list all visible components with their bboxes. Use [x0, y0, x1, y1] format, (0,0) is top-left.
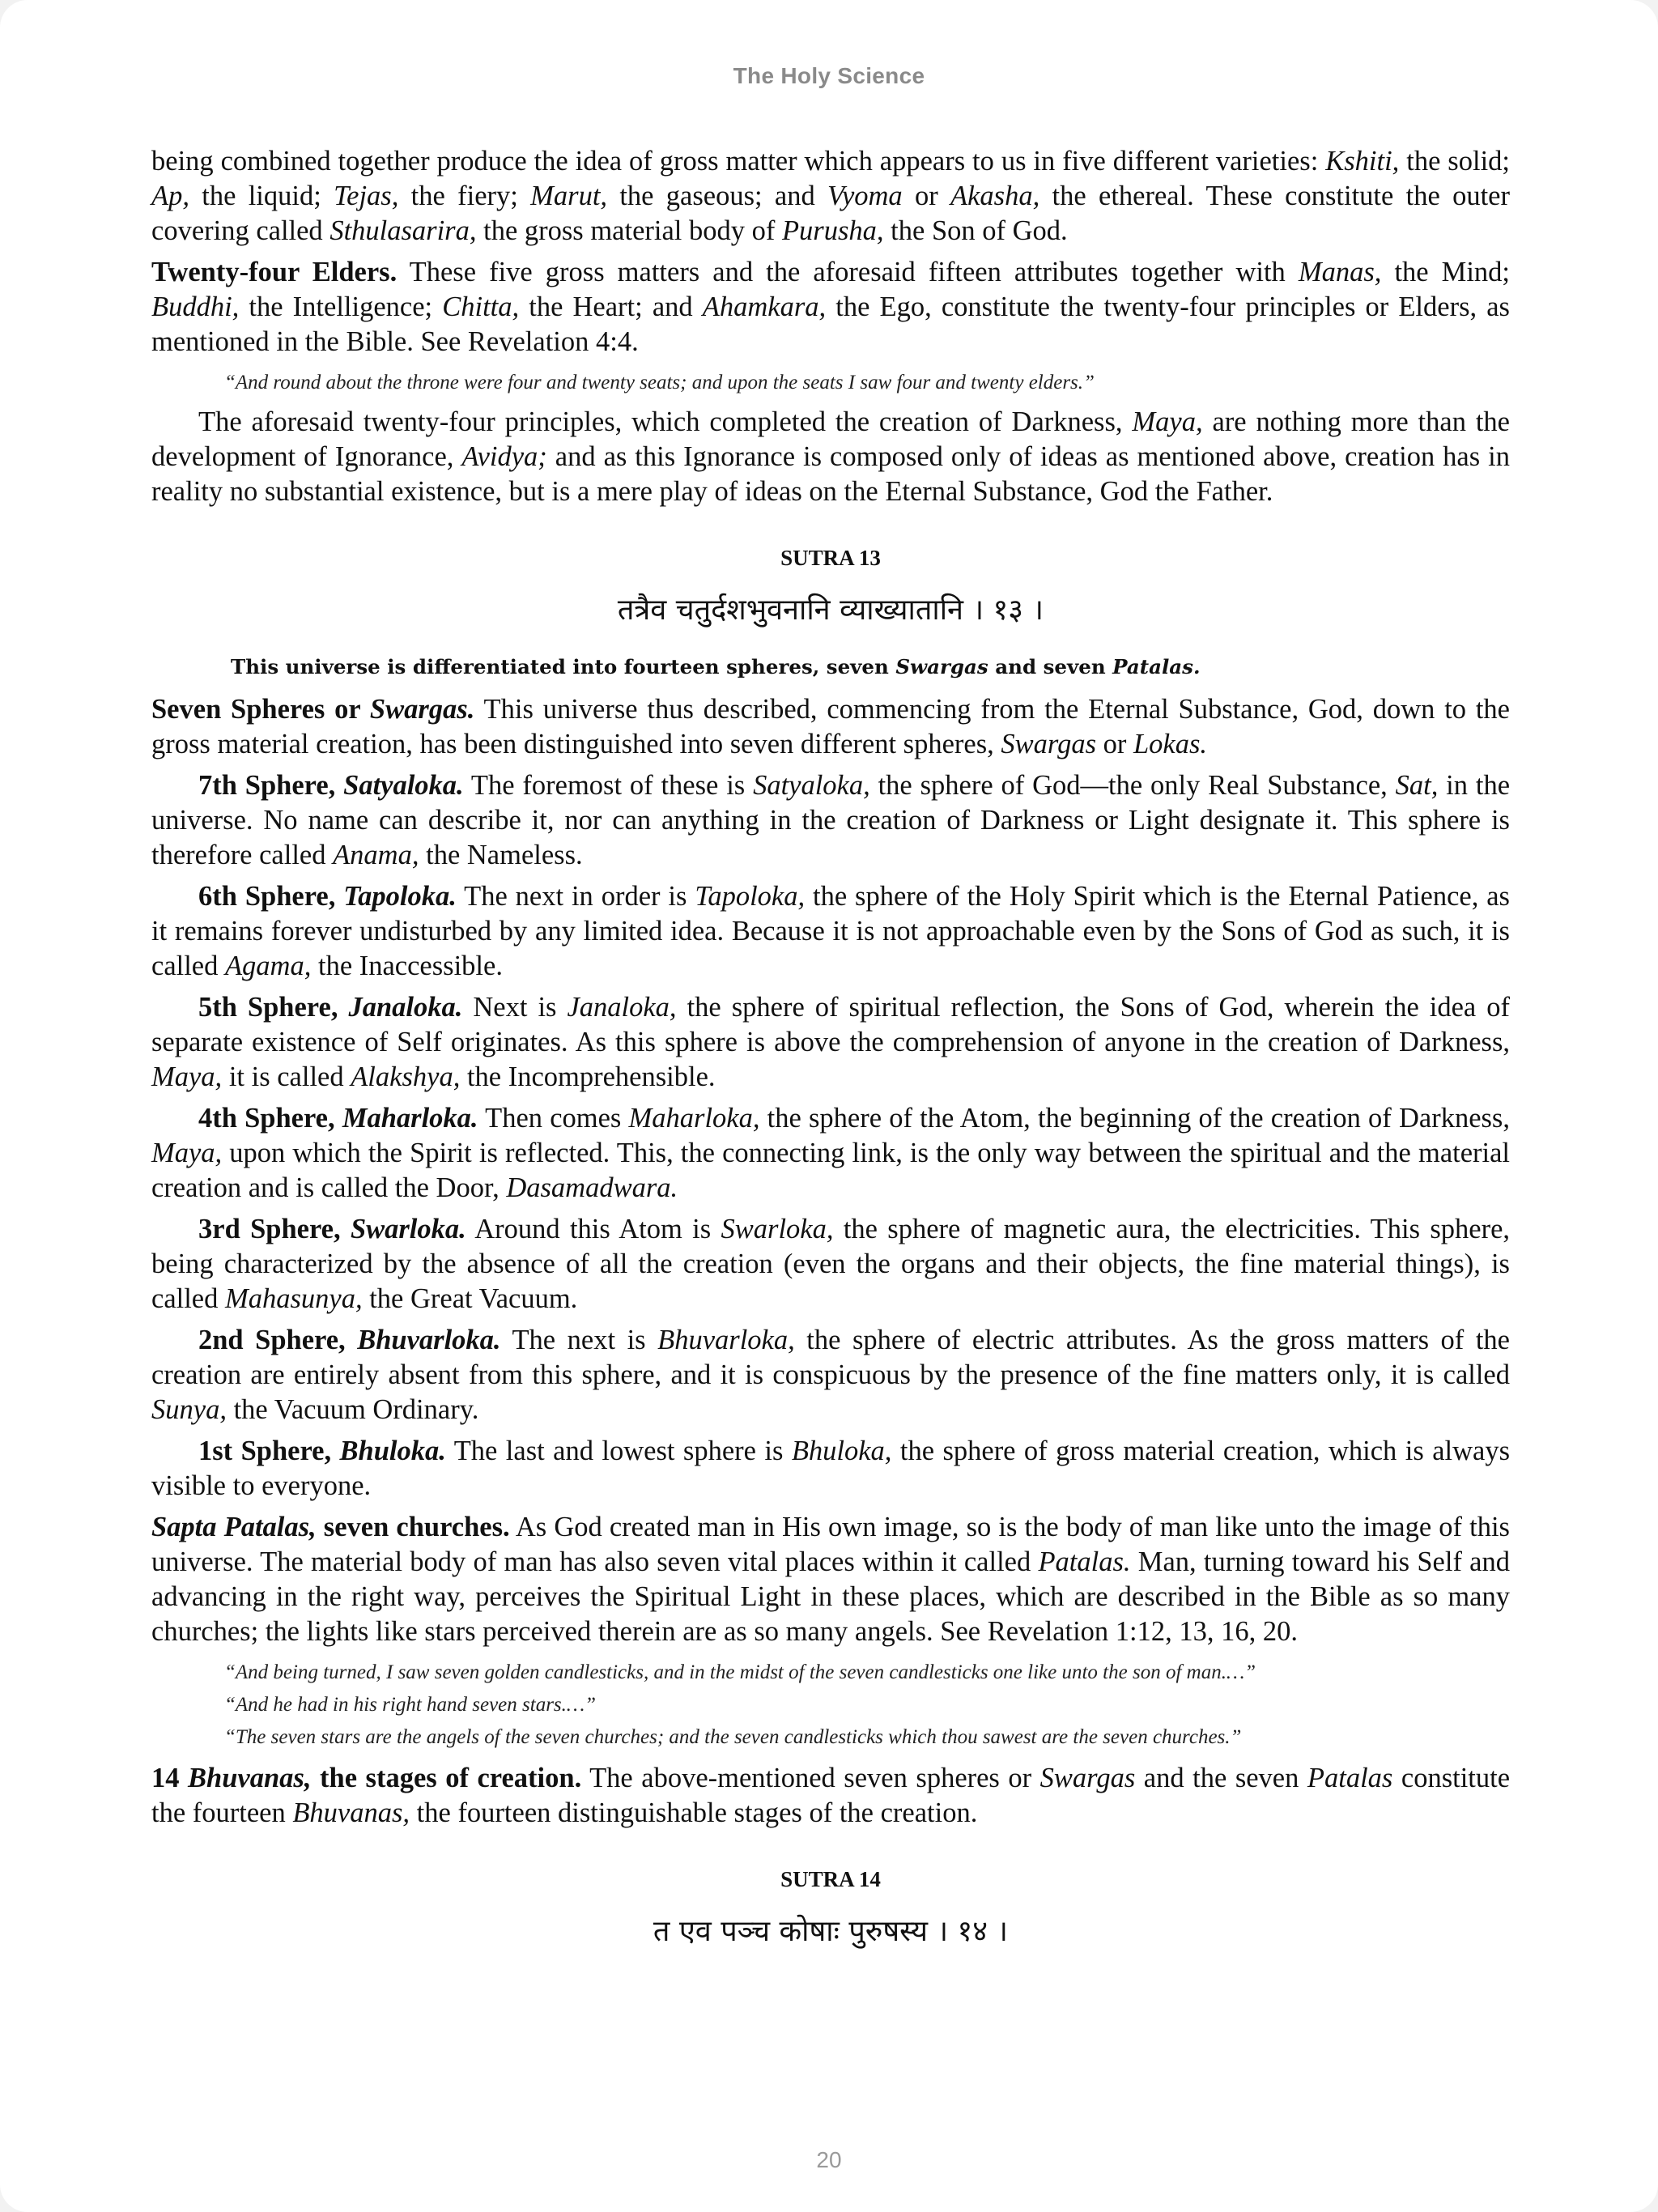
text-run: Bhuloka,: [791, 1436, 892, 1466]
bible-quote: “And he had in his right hand seven stars.…”: [224, 1694, 597, 1716]
text-run: Swargas: [1039, 1763, 1136, 1793]
text-run: Maharloka.: [342, 1103, 478, 1134]
text-run: The next in order is: [456, 881, 695, 912]
running-head: The Holy Science: [733, 63, 925, 88]
text-run: 7th Sphere,: [198, 770, 344, 801]
text-run: Tapoloka,: [695, 881, 806, 912]
bible-quote: “The seven stars are the angels of the seven churches; and the seven candlesticks which thou sawest are the seven churches.”: [224, 1726, 1242, 1748]
sutra-13-title: SUTRA 13: [780, 546, 881, 570]
text-run: Buddhi,: [151, 291, 240, 322]
text-run: Purusha,: [781, 215, 884, 246]
text-run: 3rd Sphere,: [198, 1214, 351, 1244]
sutra-14-sanskrit: त एव पञ्च कोषाः पुरुषस्य । १४ ।: [653, 1915, 1009, 1948]
text-run: The last and lowest sphere is: [445, 1436, 792, 1466]
paragraph-fourteen-bhuvanas: [151, 1761, 1510, 1831]
text-run: the Vacuum Ordinary.: [226, 1394, 479, 1425]
text-run: Swarloka,: [721, 1214, 834, 1244]
text-run: 14: [151, 1763, 189, 1793]
paragraph-bhuloka: [151, 1434, 1510, 1504]
text-run: the solid;: [1399, 146, 1510, 177]
text-run: The above-mentioned seven spheres or: [581, 1763, 1040, 1793]
text-run: Satyaloka.: [343, 770, 464, 801]
text-run: Sthulasarira,: [329, 215, 477, 246]
text-run: Sapta Patalas,: [151, 1512, 317, 1542]
paragraph-bhuvarloka: [151, 1323, 1510, 1427]
bible-quote: “And being turned, I saw seven golden candlesticks, and in the midst of the seven candlesticks one like unto the son of man.…”: [224, 1661, 1256, 1683]
text-run: the gaseous; and: [607, 181, 828, 211]
text-run: Next is: [462, 992, 568, 1023]
paragraph-tapoloka: [151, 879, 1510, 984]
text-run: Marut,: [530, 181, 608, 211]
sutra-13-sanskrit: तत्रैव चतुर्दशभुवनानि व्याख्यातानि । १३ ।: [617, 593, 1044, 627]
text-run: These five gross matters and the aforesaid fifteen attributes together with: [397, 257, 1299, 287]
text-run: Janaloka.: [348, 992, 463, 1023]
text-run: Maya,: [151, 1138, 223, 1168]
text-run: it is called: [222, 1061, 351, 1092]
text-run: the ethereal. These constitute the outer covering called: [151, 181, 1510, 246]
text-run: Swargas: [1001, 729, 1096, 759]
text-run: Manas,: [1298, 257, 1382, 287]
text-run: Seven Spheres or: [151, 694, 370, 725]
text-run: and seven: [988, 655, 1113, 678]
text-run: Anama,: [333, 840, 419, 870]
text-run: are nothing more than the development of Ignorance,: [151, 406, 1510, 472]
paragraph-swarloka: [151, 1212, 1510, 1317]
paragraph-twenty-four-principles: [151, 405, 1510, 509]
text-run: or: [902, 181, 951, 211]
paragraph-seven-spheres: [151, 692, 1510, 762]
text-run: Kshiti,: [1325, 146, 1400, 177]
text-run: the sphere of the Atom, the beginning of the creation of Darkness,: [759, 1103, 1510, 1134]
text-run: Dasamadwara.: [506, 1172, 678, 1203]
text-run: or: [1096, 729, 1133, 759]
page-number: 20: [816, 2147, 842, 2172]
text-run: the Great Vacuum.: [362, 1283, 578, 1314]
text-run: the gross material body of: [476, 215, 782, 246]
text-run: Around this Atom is: [466, 1214, 721, 1244]
text-run: the stages of creation.: [311, 1763, 582, 1793]
sutra-13-summary: [151, 653, 1510, 681]
text-run: Vyoma: [827, 181, 903, 211]
text-run: Maya,: [151, 1061, 223, 1092]
text-run: and as this Ignorance is composed only of ideas as mentioned above, creation has in reality no substantial existence, but is a mere play of ideas on the Eternal Substance, God the Father.: [151, 441, 1510, 507]
text-run: Avidya;: [461, 441, 547, 472]
text-run: the sphere of magnetic aura, the electricities. This sphere, being characterized by the absence of all the creation (even the organs and their objects, the fine material things), is called: [151, 1214, 1511, 1314]
text-run: 2nd Sphere,: [198, 1325, 358, 1355]
text-run: Maya,: [1132, 406, 1203, 437]
text-run: Bhuvanas,: [292, 1797, 410, 1828]
text-run: The foremost of these is: [463, 770, 754, 801]
text-run: the Intelligence;: [239, 291, 443, 322]
text-run: Mahasunya,: [224, 1283, 363, 1314]
text-run: the fourteen distinguishable stages of the creation.: [410, 1797, 978, 1828]
text-run: Patalas.: [1038, 1546, 1131, 1577]
paragraph-janaloka: [151, 990, 1510, 1095]
text-run: Swargas: [895, 655, 988, 678]
text-run: Bhuvanas,: [188, 1763, 312, 1793]
text-run: the fiery;: [398, 181, 531, 211]
text-run: constitute the fourteen: [151, 1763, 1511, 1828]
text-run: in the universe. No name can describe it, nor can anything in the creation of Darkness or Light designate it. This sphere is therefore called: [151, 770, 1511, 870]
text-run: the Ego, constitute the twenty-four principles or Elders, as mentioned in the Bible. See Revelation 4:4.: [151, 291, 1510, 357]
text-run: 4th Sphere,: [198, 1103, 342, 1134]
text-run: Alakshya,: [351, 1061, 461, 1092]
text-run: Chitta,: [442, 291, 520, 322]
text-run: Sat,: [1395, 770, 1439, 801]
text-run: The aforesaid twenty-four principles, which completed the creation of Darkness,: [198, 406, 1133, 437]
text-run: the sphere of spiritual reflection, the Sons of God, wherein the idea of separate existence of Self originates. As this sphere is above the comprehension of anyone in the creation of Darkness,: [151, 992, 1510, 1057]
text-run: Ap,: [151, 181, 189, 211]
text-run: 6th Sphere,: [198, 881, 344, 912]
text-run: Janaloka,: [567, 992, 677, 1023]
paragraph-gross-matter: [151, 144, 1510, 249]
text-run: Bhuvarloka,: [657, 1325, 795, 1355]
text-run: the Heart; and: [519, 291, 703, 322]
page-body: [151, 144, 1510, 1952]
text-run: the sphere of gross material creation, which is always visible to everyone.: [151, 1436, 1510, 1501]
text-run: The next is: [500, 1325, 658, 1355]
paragraph-sapta-patalas: [151, 1510, 1510, 1649]
text-run: the sphere of electric attributes. As the gross matters of the creation are entirely absent from this sphere, and it is conspicuous by the presence of the fine matters only, it is called: [151, 1325, 1510, 1390]
text-run: the Nameless.: [419, 840, 583, 870]
text-run: the liquid;: [189, 181, 334, 211]
text-run: Swargas.: [369, 694, 475, 725]
text-run: 5th Sphere,: [198, 992, 349, 1023]
text-run: Lokas.: [1133, 729, 1208, 759]
text-run: Agama,: [224, 951, 312, 981]
text-run: This universe is differentiated into fourteen spheres, seven: [231, 655, 896, 678]
text-run: Ahamkara,: [702, 291, 827, 322]
text-run: being combined together produce the idea of gross matter which appears to us in five different varieties:: [151, 146, 1326, 177]
text-run: Maharloka,: [628, 1103, 760, 1134]
text-run: Man, turning toward his Self and advancing in the right way, perceives the Spiritual Light in these places, which are described in the Bible as so many churches; the lights like stars perceived therein are as so many angels. See Revelation 1:12, 13, 16, 20.: [151, 1546, 1510, 1647]
text-run: the Incomprehensible.: [460, 1061, 716, 1092]
text-run: Patalas.: [1112, 655, 1201, 678]
paragraph-maharloka: [151, 1101, 1510, 1206]
text-run: As God created man in His own image, so is the body of man like unto the image of this universe. The material body of man has also seven vital places within it called: [151, 1512, 1510, 1577]
text-run: This universe thus described, commencing from the Eternal Substance, God, down to the gross material creation, has been distinguished into seven different spheres,: [151, 694, 1510, 759]
bible-quote-revelation-4-4: “And round about the throne were four and twenty seats; and upon the seats I saw four and twenty elders.”: [224, 372, 1095, 393]
text-run: Twenty-four Elders.: [151, 257, 397, 287]
text-run: upon which the Spirit is reflected. This, the connecting link, is the only way between the spiritual and the material creation and is called the Door,: [151, 1138, 1510, 1203]
text-run: the Inaccessible.: [311, 951, 503, 981]
text-run: Bhuloka.: [339, 1436, 446, 1466]
text-run: the sphere of the Holy Spirit which is the Eternal Patience, as it remains forever undisturbed by any limited idea. Because it is not approachable even by the Sons of God as such, it is called: [151, 881, 1510, 981]
text-run: Sunya,: [151, 1394, 227, 1425]
text-run: Satyaloka,: [753, 770, 870, 801]
text-run: Tapoloka.: [343, 881, 457, 912]
bible-quotes-revelation-1: [151, 1659, 1510, 1751]
text-run: the sphere of God—the only Real Substance,: [869, 770, 1396, 801]
text-run: Then comes: [478, 1103, 629, 1134]
text-run: the Son of God.: [883, 215, 1068, 246]
paragraph-twenty-four-elders: [151, 255, 1510, 359]
text-run: Swarloka.: [350, 1214, 466, 1244]
text-run: Tejas,: [334, 181, 399, 211]
text-run: 1st Sphere,: [198, 1436, 340, 1466]
paragraph-satyaloka: [151, 768, 1510, 873]
text-run: Bhuvarloka.: [357, 1325, 501, 1355]
text-run: the Mind;: [1381, 257, 1510, 287]
text-run: Patalas: [1307, 1763, 1393, 1793]
text-run: and the seven: [1135, 1763, 1307, 1793]
sutra-14-title: SUTRA 14: [780, 1867, 881, 1891]
text-run: seven churches.: [316, 1512, 510, 1542]
text-run: Akasha,: [950, 181, 1040, 211]
